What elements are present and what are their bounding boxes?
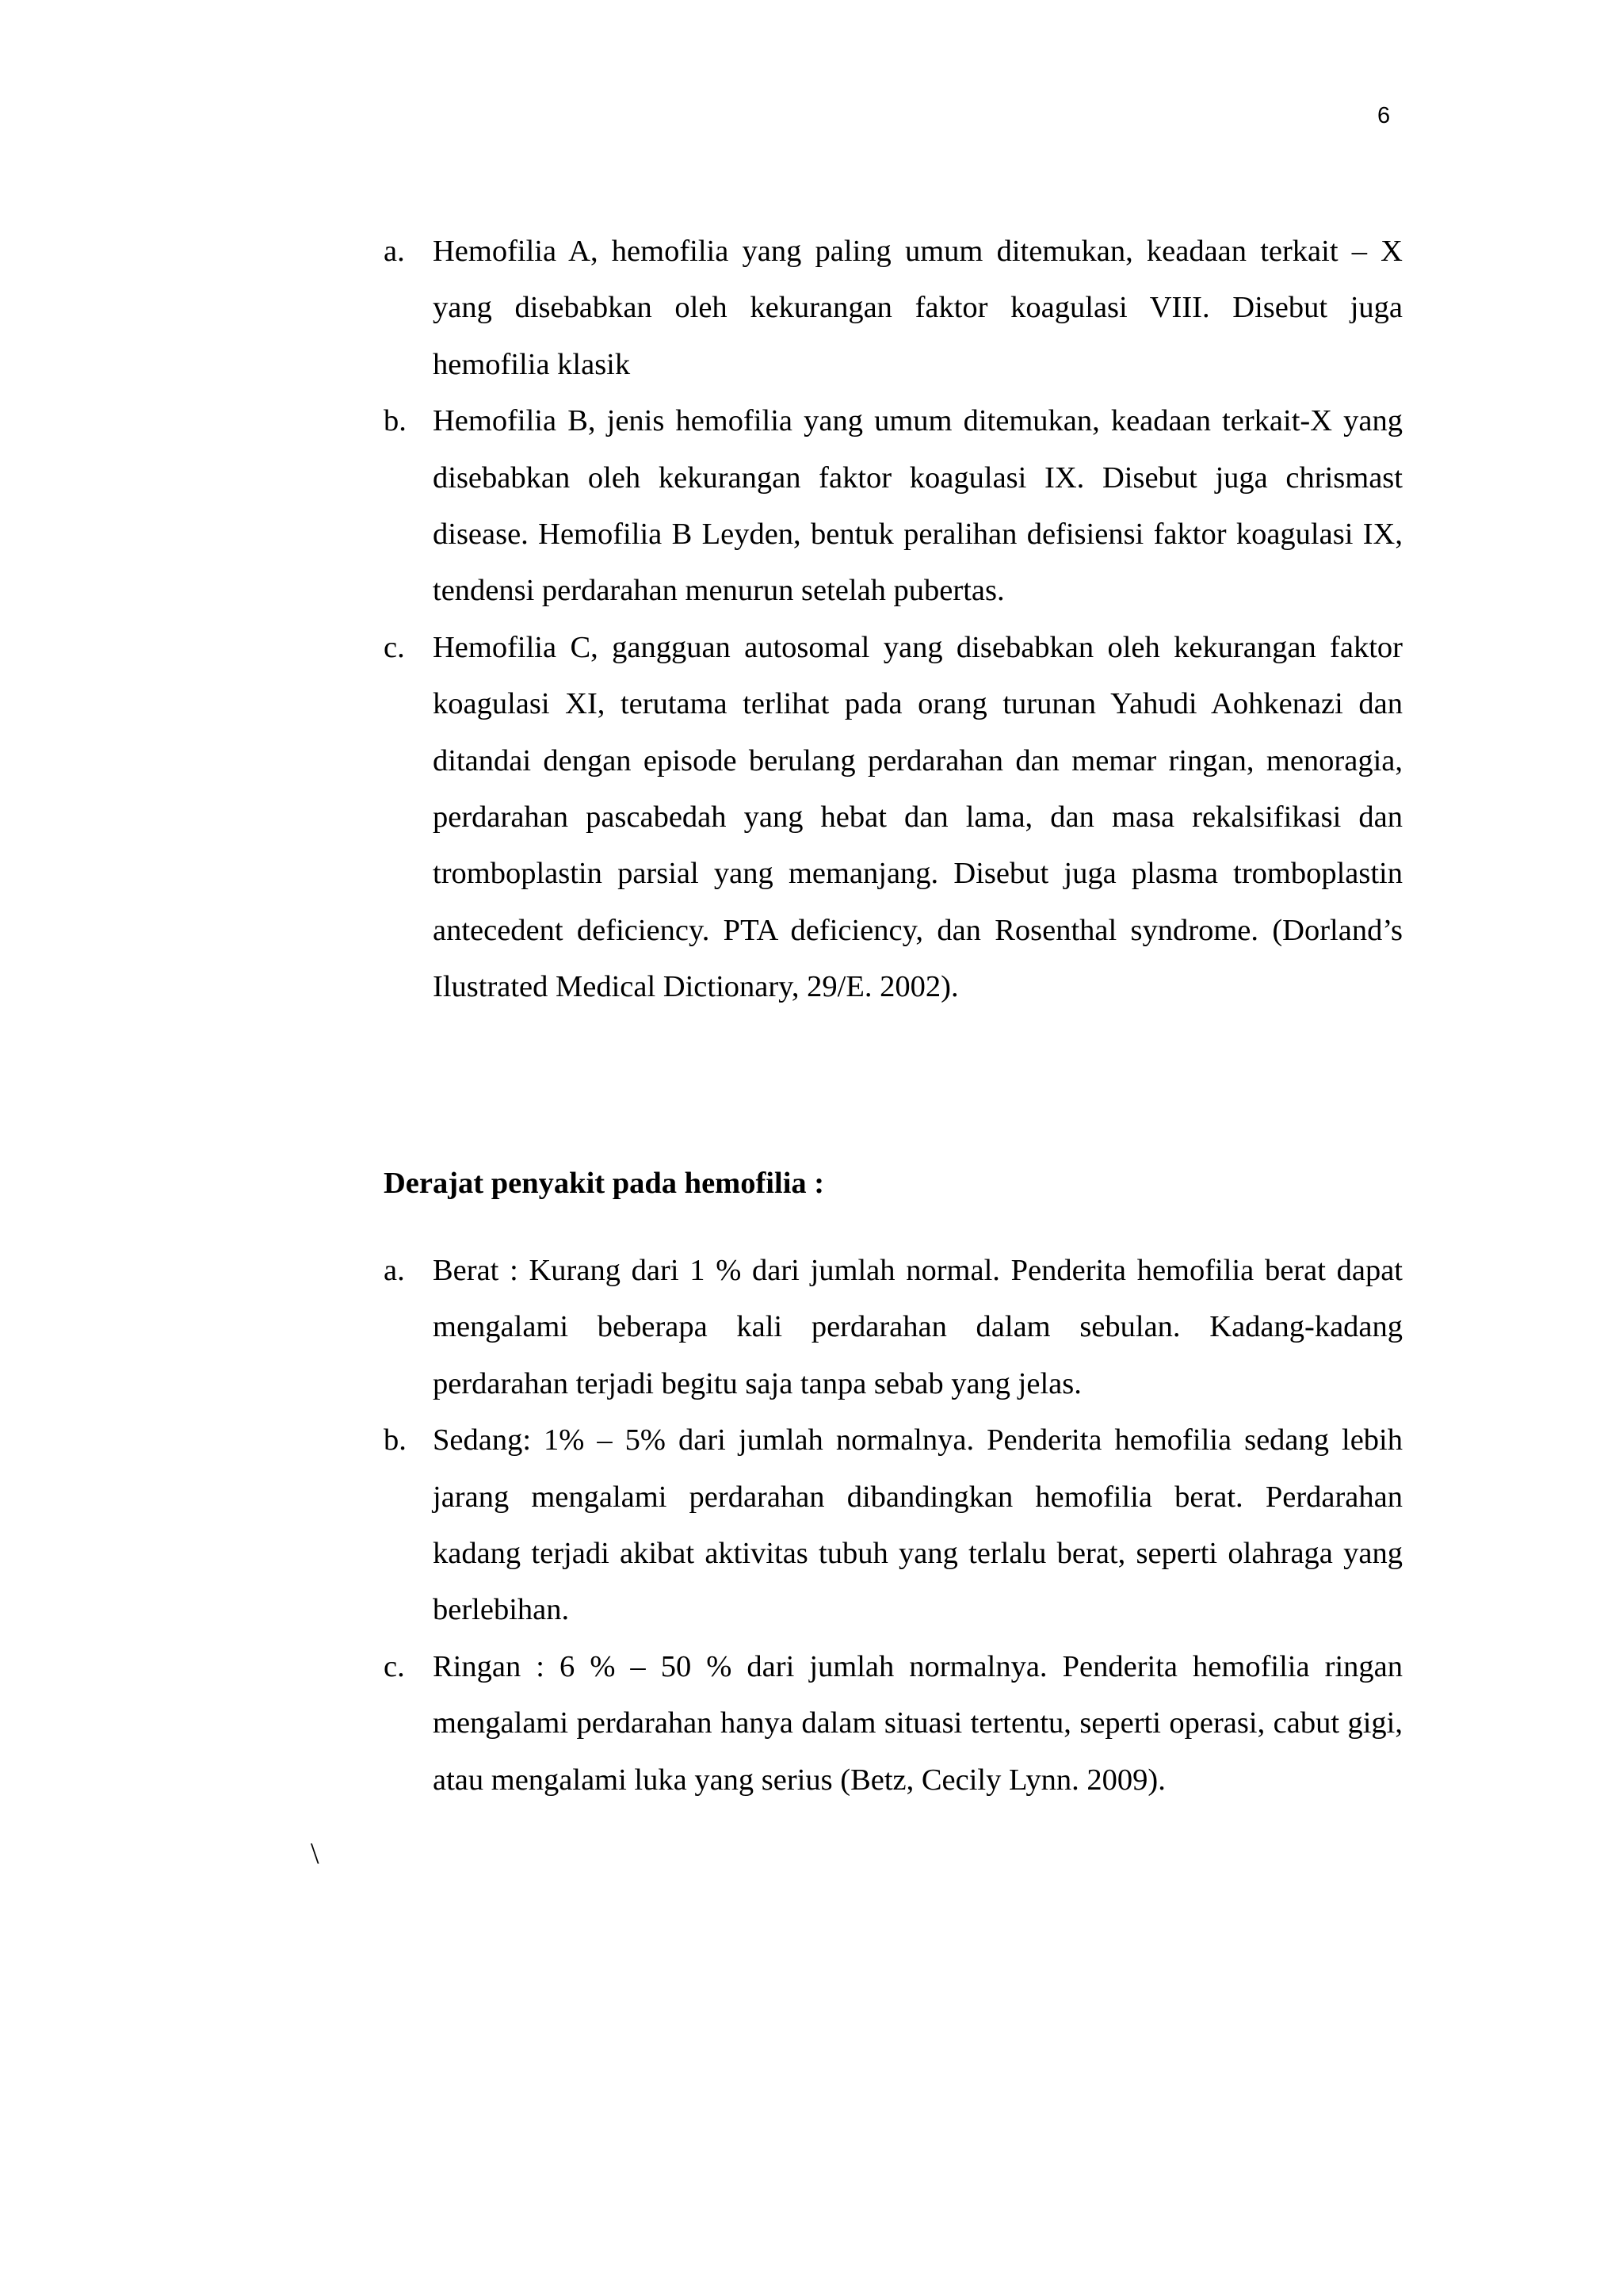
list-item-hemophilia-c <box>384 620 1403 1016</box>
list-item-severity-berat <box>384 1243 1403 1412</box>
list-item-severity-sedang <box>384 1412 1403 1639</box>
severity-list <box>384 1243 1403 1809</box>
hemophilia-types-list <box>384 223 1403 1016</box>
list-item-text: Ringan : 6 % – 50 % dari jumlah normalnya. Penderita hemofilia ringan mengalami perdarahan hanya dalam situasi tertentu, seperti operasi, cabut gigi, atau mengalami luka yang serius (Betz, Cecily Lynn. 2009). <box>433 1649 1403 1797</box>
list-item-text: Berat : Kurang dari 1 % dari jumlah normal. Penderita hemofilia berat dapat mengalami beberapa kali perdarahan dalam sebulan. Kadang-kadang perdarahan terjadi begitu saja tanpa sebab yang jelas. <box>433 1254 1403 1400</box>
section-heading: Derajat penyakit pada hemofilia : <box>384 1167 825 1200</box>
stray-backslash-mark: \ <box>311 1837 319 1870</box>
list-item-severity-ringan <box>384 1639 1403 1809</box>
list-item-marker: a. <box>384 1254 405 1287</box>
list-item-hemophilia-a <box>384 223 1403 393</box>
list-item-hemophilia-b <box>384 393 1403 620</box>
list-item-marker: b. <box>384 404 407 438</box>
list-item-text: Sedang: 1% – 5% dari jumlah normalnya. Penderita hemofilia sedang lebih jarang mengalami perdarahan dibandingkan hemofilia berat. Perdarahan kadang terjadi akibat aktivitas tubuh yang terlalu berat, seperti olahraga yang berlebihan. <box>433 1423 1403 1627</box>
list-item-text: Hemofilia C, gangguan autosomal yang disebabkan oleh kekurangan faktor koagulasi XI, terutama terlihat pada orang turunan Yahudi Aohkenazi dan ditandai dengan episode berulang perdarahan dan memar ringan, menoragia, perdarahan pascabedah yang hebat dan lama, dan masa rekalsifikasi dan tromboplastin parsial yang memanjang. Disebut juga plasma tromboplastin antecedent deficiency. PTA deficiency, dan Rosenthal syndrome. (Dorland’s Ilustrated Medical Dictionary, 29/E. 2002). <box>433 630 1403 1004</box>
list-item-marker: a. <box>384 235 405 268</box>
list-item-marker: b. <box>384 1423 407 1457</box>
list-item-marker: c. <box>384 630 405 664</box>
list-item-marker: c. <box>384 1649 405 1683</box>
list-item-text: Hemofilia A, hemofilia yang paling umum ditemukan, keadaan terkait – X yang disebabkan oleh kekurangan faktor koagulasi VIII. Disebut juga hemofilia klasik <box>433 235 1403 381</box>
list-item-text: Hemofilia B, jenis hemofilia yang umum ditemukan, keadaan terkait-X yang disebabkan oleh kekurangan faktor koagulasi IX. Disebut juga chrismast disease. Hemofilia B Leyden, bentuk peralihan defisiensi faktor koagulasi IX, tendensi perdarahan menurun setelah pubertas. <box>433 404 1403 608</box>
page-number: 6 <box>1377 103 1391 128</box>
